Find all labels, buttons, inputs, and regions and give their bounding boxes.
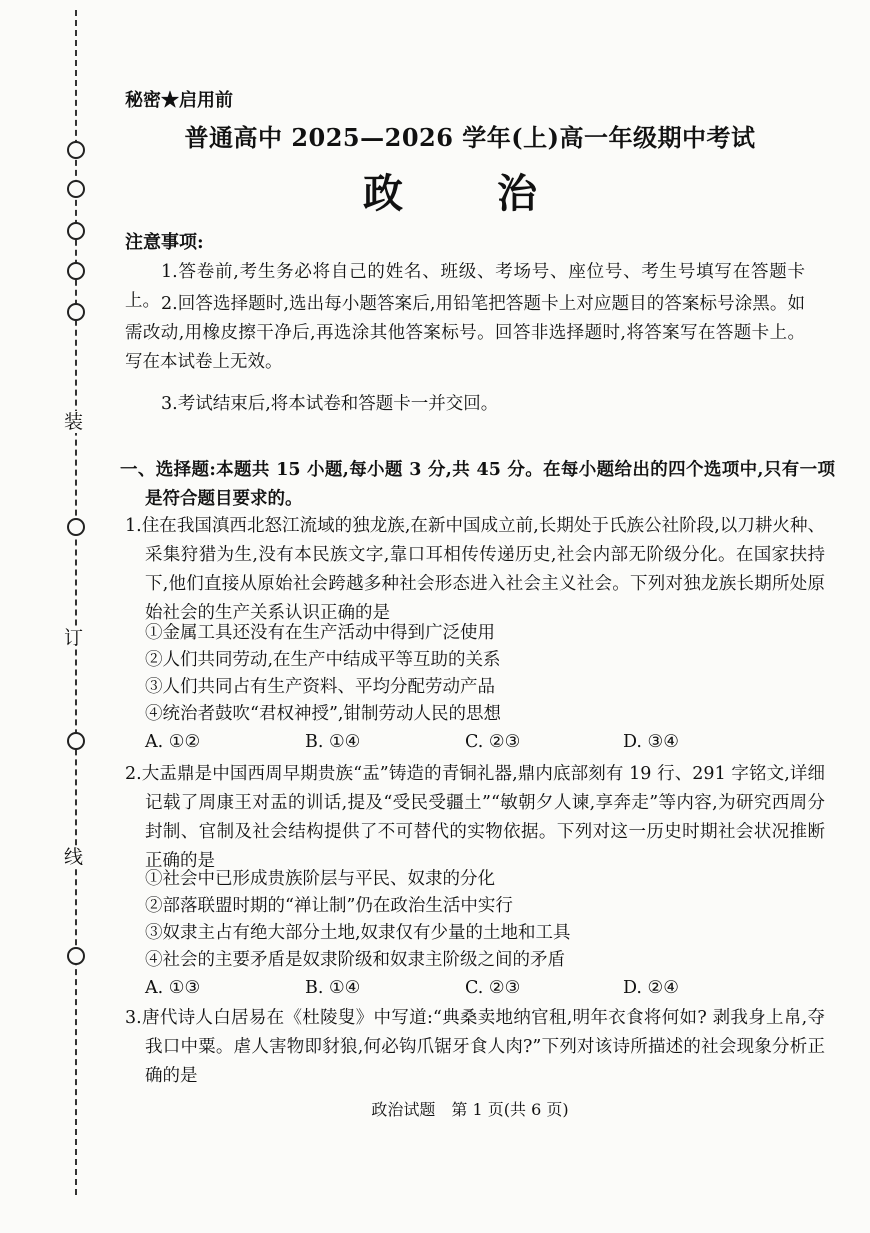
- question-statement: ②人们共同劳动,在生产中结成平等互助的关系: [145, 650, 501, 670]
- question-stem: 1.住在我国滇西北怒江流域的独龙族,在新中国成立前,长期处于氏族公社阶段,以刀耕火种、采集狩猎为生,没有本民族文字,靠口耳相传传递历史,社会内部无阶级分化。在国家扶持下,他们直接从原始社会跨越多种社会形态进入社会主义社会。下列对独龙族长期所处原始社会的生产关系认识正确的是: [125, 516, 825, 623]
- question-statement: ④社会的主要矛盾是奴隶阶级和奴隶主阶级之间的矛盾: [145, 950, 565, 970]
- option-a: A. ①③: [145, 978, 201, 998]
- binding-hole: [67, 303, 85, 321]
- binding-char-zhuang: 装: [64, 411, 84, 433]
- binding-hole: [67, 180, 85, 198]
- answer-options: [145, 729, 805, 755]
- binding-hole: [67, 141, 85, 159]
- question-statement: ③人们共同占有生产资料、平均分配劳动产品: [145, 677, 495, 697]
- notes-item: 2.回答选择题时,选出每小题答案后,用铅笔把答题卡上对应题目的答案标号涂黑。如需改动,用橡皮擦干净后,再选涂其他答案标号。回答非选择题时,将答案写在答题卡上。写在本试卷上无效。: [125, 294, 805, 372]
- binding-hole: [67, 262, 85, 280]
- question-stem: 2.大盂鼎是中国西周早期贵族“盂”铸造的青铜礼器,鼎内底部刻有 19 行、291 字铭文,详细记载了周康王对盂的训话,提及“受民受疆土”“敏朝夕人谏,享奔走”等内容,为研究西周分封制、官制及社会结构提供了不可替代的实物依据。下列对这一历史时期社会状况推断正确的是: [125, 764, 825, 871]
- page-footer: 政治试题 第 1 页(共 6 页): [371, 1100, 569, 1119]
- notes-heading: 注意事项:: [125, 232, 204, 253]
- option-b: B. ①④: [305, 732, 361, 752]
- binding-hole: [67, 947, 85, 965]
- subject-title: 政 治: [363, 170, 577, 217]
- question-statement: ①社会中已形成贵族阶层与平民、奴隶的分化: [145, 869, 495, 889]
- option-a: A. ①②: [145, 732, 201, 752]
- option-b: B. ①④: [305, 978, 361, 998]
- binding-char-xian: 线: [64, 846, 84, 868]
- binding-hole: [67, 222, 85, 240]
- question-statement: ①金属工具还没有在生产活动中得到广泛使用: [145, 623, 495, 643]
- binding-char-ding: 订: [64, 627, 84, 649]
- option-c: C. ②③: [465, 978, 521, 998]
- answer-options: [145, 975, 805, 1001]
- section-heading: 一、选择题:本题共 15 小题,每小题 3 分,共 45 分。在每小题给出的四个选项中,只有一项是符合题目要求的。: [120, 460, 835, 509]
- binding-hole: [67, 732, 85, 750]
- notes-item: 1.答卷前,考生务必将自己的姓名、班级、考场号、座位号、考生号填写在答题卡上。: [125, 262, 805, 311]
- binding-hole: [67, 518, 85, 536]
- exam-title: 普通高中 2025—2026 学年(上)高一年级期中考试: [184, 123, 756, 152]
- option-d: D. ③④: [623, 732, 679, 752]
- question-statement: ②部落联盟时期的“禅让制”仍在政治生活中实行: [145, 896, 513, 916]
- secret-label: 秘密★启用前: [125, 90, 233, 111]
- question-statement: ④统治者鼓吹“君权神授”,钳制劳动人民的思想: [145, 704, 501, 724]
- option-c: C. ②③: [465, 732, 521, 752]
- question-stem: 3.唐代诗人白居易在《杜陵叟》中写道:“典桑卖地纳官租,明年衣食将何如? 剥我身上帛,夺我口中粟。虐人害物即豺狼,何必钩爪锯牙食人肉?”下列对该诗所描述的社会现象分析正确的是: [125, 1008, 825, 1086]
- notes-item: 3.考试结束后,将本试卷和答题卡一并交回。: [161, 394, 499, 414]
- question-statement: ③奴隶主占有绝大部分土地,奴隶仅有少量的土地和工具: [145, 923, 571, 943]
- option-d: D. ②④: [623, 978, 679, 998]
